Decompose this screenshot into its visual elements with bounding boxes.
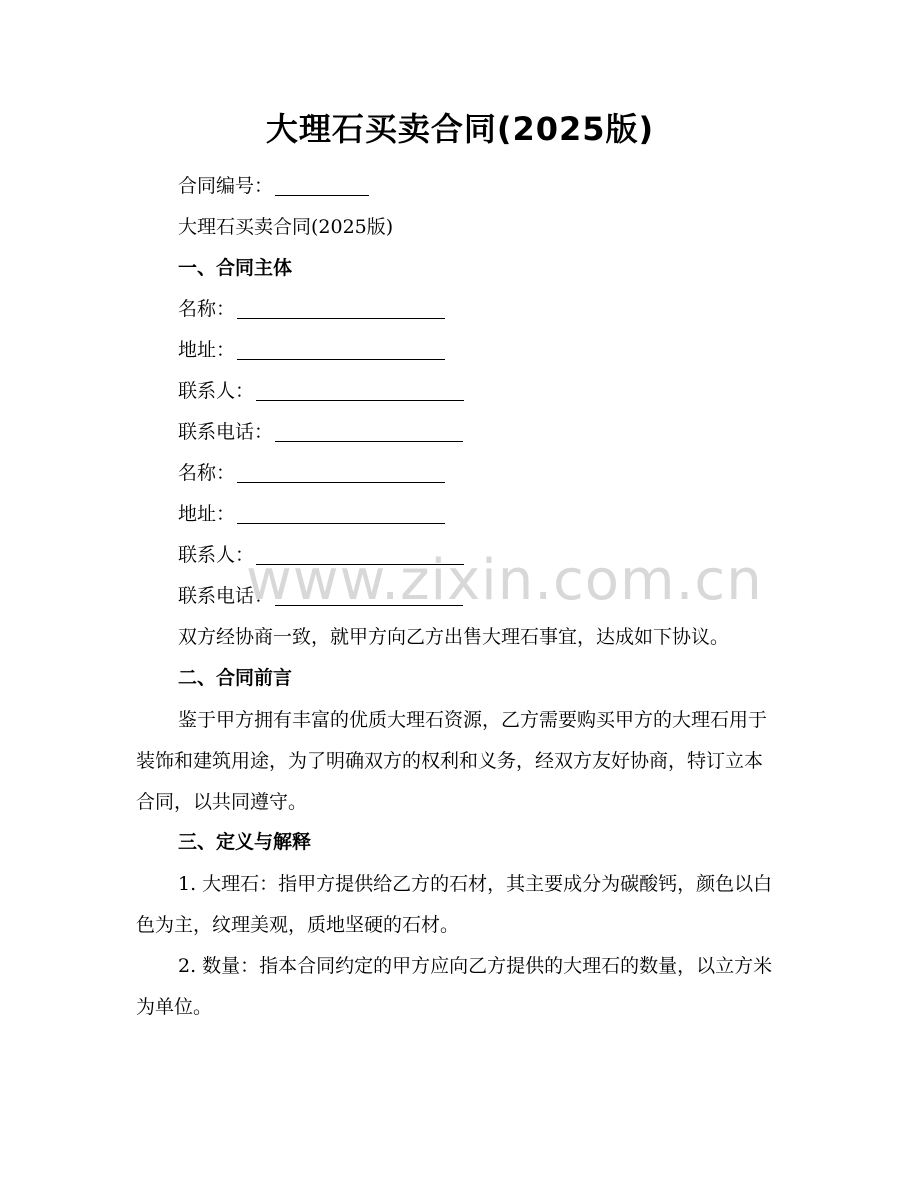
- contract-number-label: 合同编号：: [178, 175, 274, 197]
- field-blank[interactable]: [237, 358, 445, 360]
- watermark: www.zixin.com.cn: [246, 548, 763, 613]
- field-label: 名称：: [178, 298, 236, 320]
- field-blank[interactable]: [237, 522, 445, 524]
- document-subtitle: 大理石买卖合同(2025版): [178, 216, 394, 238]
- definition-text: 2. 数量：指本合同约定的甲方应向乙方提供的大理石的数量，以立方米为单位。: [136, 955, 773, 1018]
- preamble-text: 鉴于甲方拥有丰富的优质大理石资源，乙方需要购买甲方的大理石用于装饰和建筑用途，为了明确双方的权利和义务，经双方友好协商，特订立本合同，以共同遵守。: [136, 709, 768, 813]
- party-field: [178, 459, 445, 487]
- field-blank[interactable]: [275, 440, 463, 442]
- preamble-paragraph: [136, 700, 776, 823]
- section-heading-2: 二、合同前言: [178, 667, 293, 689]
- field-blank[interactable]: [237, 317, 445, 319]
- field-blank[interactable]: [256, 563, 464, 565]
- party-field: [178, 582, 463, 610]
- party-field: [178, 377, 464, 405]
- section-heading-3: 三、定义与解释: [178, 831, 312, 853]
- field-blank[interactable]: [256, 399, 464, 401]
- definition-item: [136, 946, 776, 1028]
- section-heading-1: 一、合同主体: [178, 257, 293, 279]
- field-label: 联系人：: [178, 380, 255, 402]
- party-field: [178, 336, 445, 364]
- field-label: 名称：: [178, 462, 236, 484]
- field-label: 联系电话：: [178, 585, 274, 607]
- party-field: [178, 541, 464, 569]
- field-label: 地址：: [178, 503, 236, 525]
- field-blank[interactable]: [237, 481, 445, 483]
- field-blank[interactable]: [275, 604, 463, 606]
- definition-item: [136, 864, 776, 946]
- agreement-statement: 双方经协商一致，就甲方向乙方出售大理石事宜，达成如下协议。: [178, 626, 730, 648]
- field-label: 联系人：: [178, 544, 255, 566]
- contract-number-blank[interactable]: [275, 194, 369, 196]
- field-label: 地址：: [178, 339, 236, 361]
- contract-number-line: [178, 172, 369, 200]
- party-field: [178, 500, 445, 528]
- field-label: 联系电话：: [178, 421, 274, 443]
- document-title: 大理石买卖合同(2025版): [265, 110, 655, 148]
- party-field: [178, 418, 463, 446]
- party-field: [178, 295, 445, 323]
- definition-text: 1. 大理石：指甲方提供给乙方的石材，其主要成分为碳酸钙，颜色以白色为主，纹理美观，质地坚硬的石材。: [136, 873, 773, 936]
